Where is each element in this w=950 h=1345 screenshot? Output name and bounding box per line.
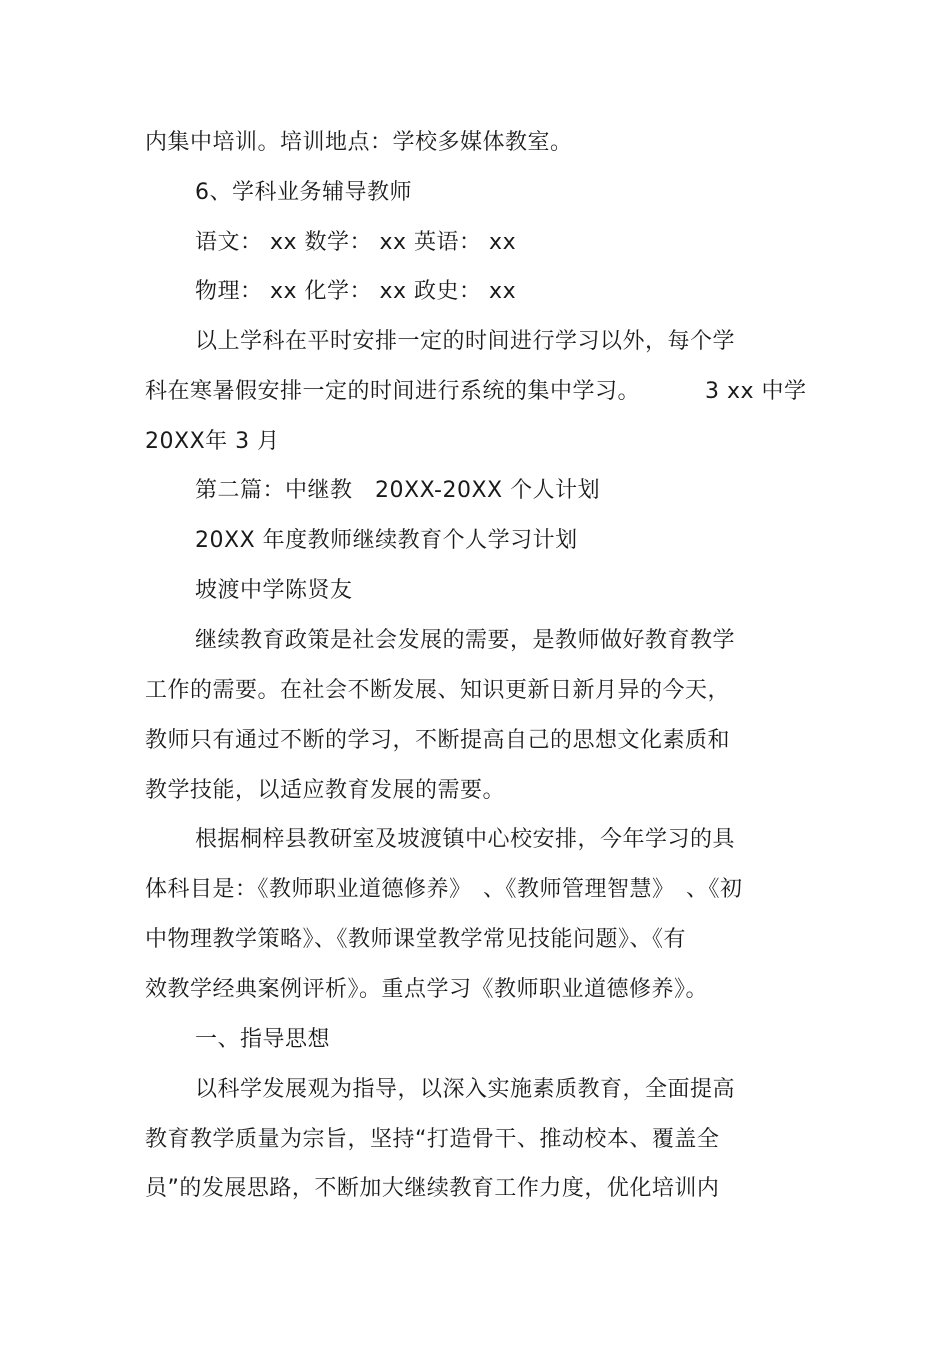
text-line: 根据桐梓县教研室及坡渡镇中心校安排，今年学习的具 [195,827,736,852]
author-line: 坡渡中学陈贤友 [195,578,353,603]
text-line: 教师只有通过不断的学习，不断提高自己的思想文化素质和 [145,728,731,753]
text-line: 内集中培训。培训地点：学校多媒体教室。 [145,130,573,155]
text-line: 物理： xx 化学： xx 政史： xx [195,279,517,304]
text-line: 继续教育政策是社会发展的需要，是教师做好教育教学 [195,628,736,653]
text-line: 以科学发展观为指导，以深入实施素质教育，全面提高 [195,1077,736,1102]
signature-school: 3 xx 中学 [705,379,807,404]
text-line: 教育教学质量为宗旨，坚持“打造骨干、推动校本、覆盖全 [145,1127,720,1152]
text-line: 教学技能，以适应教育发展的需要。 [145,778,506,803]
document-title: 20XX 年度教师继续教育个人学习计划 [195,528,578,553]
text-line: 科在寒暑假安排一定的时间进行系统的集中学习。 [145,379,641,404]
text-line: 工作的需要。在社会不断发展、知识更新日新月异的今天， [145,678,731,703]
signature-date: 20XX年 3 月 [145,429,280,454]
section-heading: 一、指导思想 [195,1027,331,1052]
text-line: 中物理教学策略》、《教师课堂教学常见技能问题》、《有 [145,927,687,952]
text-line: 以上学科在平时安排一定的时间进行学习以外，每个学 [195,329,736,354]
text-line: 员”的发展思路，不断加大继续教育工作力度，优化培训内 [145,1176,720,1201]
text-line: 体科目是：《教师职业道德修养》 、《教师管理智慧》 、《初 [145,877,743,902]
text-line: 效教学经典案例评析》。重点学习《教师职业道德修养》。 [145,977,709,1002]
section-heading: 6、学科业务辅导教师 [195,180,412,205]
chapter-title: 第二篇：中继教 20XX-20XX 个人计划 [195,478,601,503]
text-line: 语文： xx 数学： xx 英语： xx [195,230,517,255]
